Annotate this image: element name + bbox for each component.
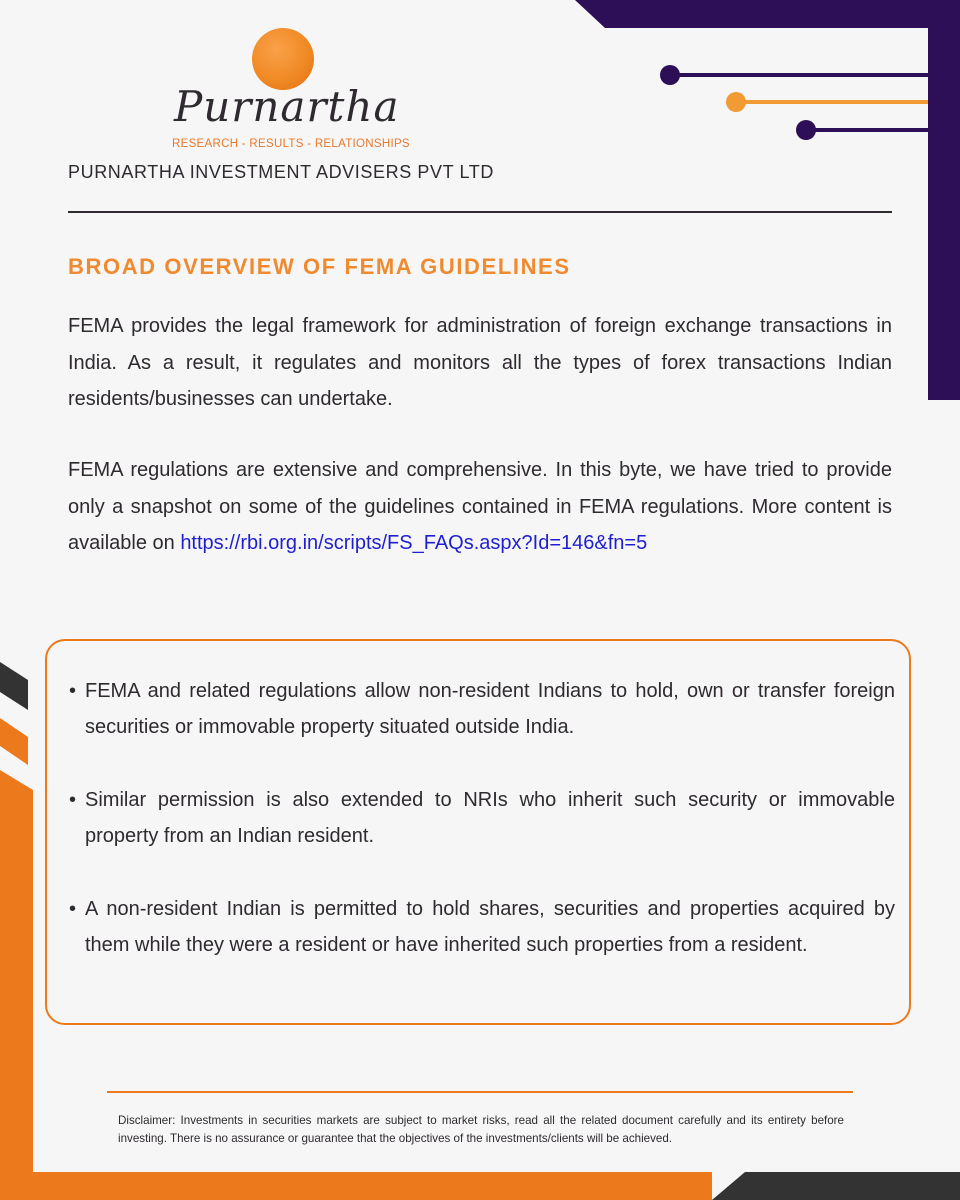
company-name: PURNARTHA INVESTMENT ADVISERS PVT LTD: [68, 162, 494, 182]
logo-wordmark: Purnartha: [174, 82, 400, 131]
bullet-icon: •: [69, 898, 77, 920]
footer-divider: [107, 1091, 853, 1093]
scope-paragraph: [68, 452, 892, 562]
bullet-text: FEMA and related regulations allow non-resident Indians to hold, own or transfer foreign securities or immovable property situated outside India.: [85, 680, 895, 738]
left-stripe-dark: [0, 662, 28, 710]
bottom-dark-corner: [712, 1172, 960, 1200]
guidelines-list: [67, 673, 895, 1000]
list-item: [67, 673, 895, 745]
list-item: [67, 891, 895, 963]
logo-tagline: RESEARCH - RESULTS - RELATIONSHIPS: [172, 138, 410, 150]
logo-sun-circle: [252, 28, 314, 90]
scope-text: FEMA regulations are extensive and comprehensive. In this byte, we have tried to provide only a snapshot on some of the guidelines contained in FEMA regulations. More content is available on: [68, 459, 892, 554]
page-title: BROAD OVERVIEW OF FEMA GUIDELINES: [68, 254, 571, 279]
circuit-node-1: [660, 65, 680, 85]
list-item: [67, 782, 895, 854]
left-stripe-orange: [0, 718, 28, 765]
intro-paragraph: FEMA provides the legal framework for administration of foreign exchange transactions in India. As a result, it regulates and monitors all the types of forex transactions Indian residents/businesses can undertake.: [68, 315, 892, 410]
header-divider: [68, 211, 892, 213]
disclaimer-text: Disclaimer: Investments in securities markets are subject to market risks, read all the related document carefully and its entirety before investing. There is no assurance or guarantee that the objectives of the investments/clients will be achieved.: [118, 1114, 844, 1145]
bullet-icon: •: [69, 789, 77, 811]
circuit-node-2: [726, 92, 746, 112]
guidelines-box: [45, 639, 911, 1025]
bullet-icon: •: [69, 680, 77, 702]
left-orange-band: [0, 770, 33, 1172]
bullet-text: Similar permission is also extended to NRIs who inherit such security or immovable property from an Indian resident.: [85, 789, 895, 847]
bottom-orange-band: [0, 1172, 712, 1200]
rbi-faq-link[interactable]: https://rbi.org.in/scripts/FS_FAQs.aspx?Id=146&fn=5: [180, 532, 648, 554]
bullet-text: A non-resident Indian is permitted to hold shares, securities and properties acquired by them while they were a resident or have inherited such properties from a resident.: [85, 898, 895, 956]
circuit-node-3: [796, 120, 816, 140]
